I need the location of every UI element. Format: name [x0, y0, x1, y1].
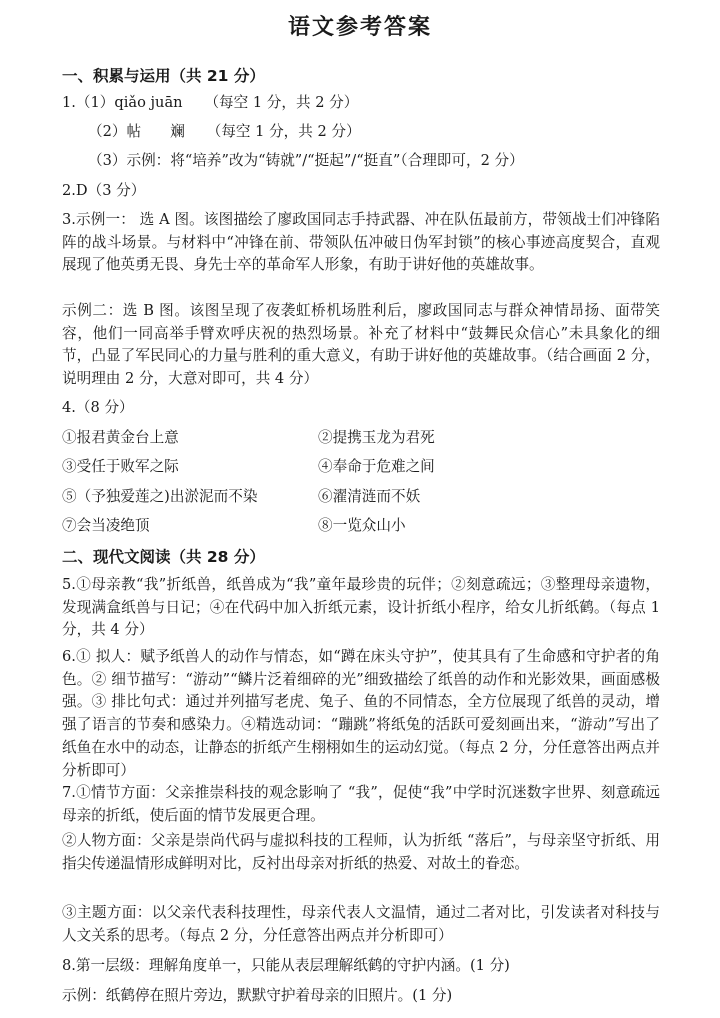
poem-line-6: ⑥濯清涟而不妖: [318, 488, 421, 505]
q3-example1: 3.示例一： 选 A 图。该图描绘了廖政国同志手持武器、冲在队伍最前方，带领战士们冲锋陷阵的战斗场景。与材料中“冲锋在前、带领队伍冲破日伪军封锁”的核心事迹高度契合，直观展现了他英勇无畏、身先士卒的革命军人形象，有助于讲好他的英雄故事。: [62, 211, 660, 274]
poem-line-5: ⑤（予独爱莲之)出淤泥而不染: [62, 488, 258, 505]
poem-line-4: ④奉命于危难之间: [318, 458, 435, 475]
poem-line-7: ⑦会当凌绝顶: [62, 517, 150, 534]
q2-answer: 2.D（3 分）: [62, 182, 146, 199]
q1-part1: 1.（1）qiǎo juān （每空 1 分，共 2 分）: [62, 94, 359, 111]
poem-line-3: ③受任于败军之际: [62, 458, 179, 475]
q4-heading: 4.（8 分）: [62, 399, 134, 416]
q6-answer: 6.① 拟人：赋予纸兽人的动作与情态，如“蹲在床头守护”，使其具有了生命感和守护者的角色。② 细节描写：“游动”“鳞片泛着细碎的光”细致描绘了纸兽的动作和光影效果，画面感极强。③ 排比句式：通过并列描写老虎、兔子、鱼的不同情态，全方位展现了纸兽的灵动，增强了语言的节奏和感染力。④精选动词：“蹦跳”将纸兔的活跃可爱刻画出来，“游动”写出了纸鱼在水中的动态，让静态的折纸产生栩栩如生的运动幻觉。（每点 2 分，分任意答出两点并分析即可）: [62, 648, 660, 779]
page-title: 语文参考答案: [287, 15, 432, 40]
poem-line-8: ⑧一览众山小: [318, 517, 406, 534]
section1-heading: 一、积累与运用（共 21 分）: [62, 67, 265, 85]
q3-example2: 示例二：选 B 图。该图呈现了夜袭虹桥机场胜利后，廖政国同志与群众神情昂扬、面带笑容，他们一同高举手臂欢呼庆祝的热烈场景。补充了材料中“鼓舞民众信心”未具象化的细节，凸显了军民同心的力量与胜利的重大意义，有助于讲好他的英雄故事。（结合画面 2 分，说明理由 2 分，大意对即可，共 4 分）: [62, 302, 660, 388]
q7-plot: 7.①情节方面：父亲推崇科技的观念影响了 “我”，促使“我”中学时沉迷数字世界、刻意疏远母亲的折纸，使后面的情节发展更合理。: [62, 784, 660, 824]
q1-part2: （2）帖 斓 （每空 1 分，共 2 分）: [88, 123, 361, 140]
q5-answer: 5.①母亲教“我”折纸兽，纸兽成为“我”童年最珍贵的玩伴；②刻意疏远；③整理母亲遗物，发现满盒纸兽与日记；④在代码中加入折纸元素，设计折纸小程序，给女儿折纸鹤。（每点 1 分，共 4 分）: [62, 576, 660, 639]
q7-theme: ③主题方面：以父亲代表科技理性，母亲代表人文温情，通过二者对比，引发读者对科技与人文关系的思考。（每点 2 分，分任意答出两点并分析即可）: [62, 904, 660, 944]
section2-heading: 二、现代文阅读（共 28 分）: [62, 548, 265, 566]
q1-part3: （3）示例：将“培养”改为“铸就”/“挺起”/“挺直”（合理即可，2 分）: [88, 152, 524, 169]
q7-character: ②人物方面：父亲是崇尚代码与虚拟科技的工程师，认为折纸 “落后”，与母亲坚守折纸、用指尖传递温情形成鲜明对比，反衬出母亲对折纸的热爱、对故土的眷恋。: [62, 832, 660, 872]
poem-line-1: ①报君黄金台上意: [62, 429, 179, 446]
poem-line-2: ②提携玉龙为君死: [318, 429, 435, 446]
q8-level1: 8.第一层级：理解角度单一，只能从表层理解纸鹤的守护内涵。(1 分): [62, 957, 510, 974]
q8-example: 示例：纸鹤停在照片旁边，默默守护着母亲的旧照片。(1 分): [62, 987, 453, 1004]
